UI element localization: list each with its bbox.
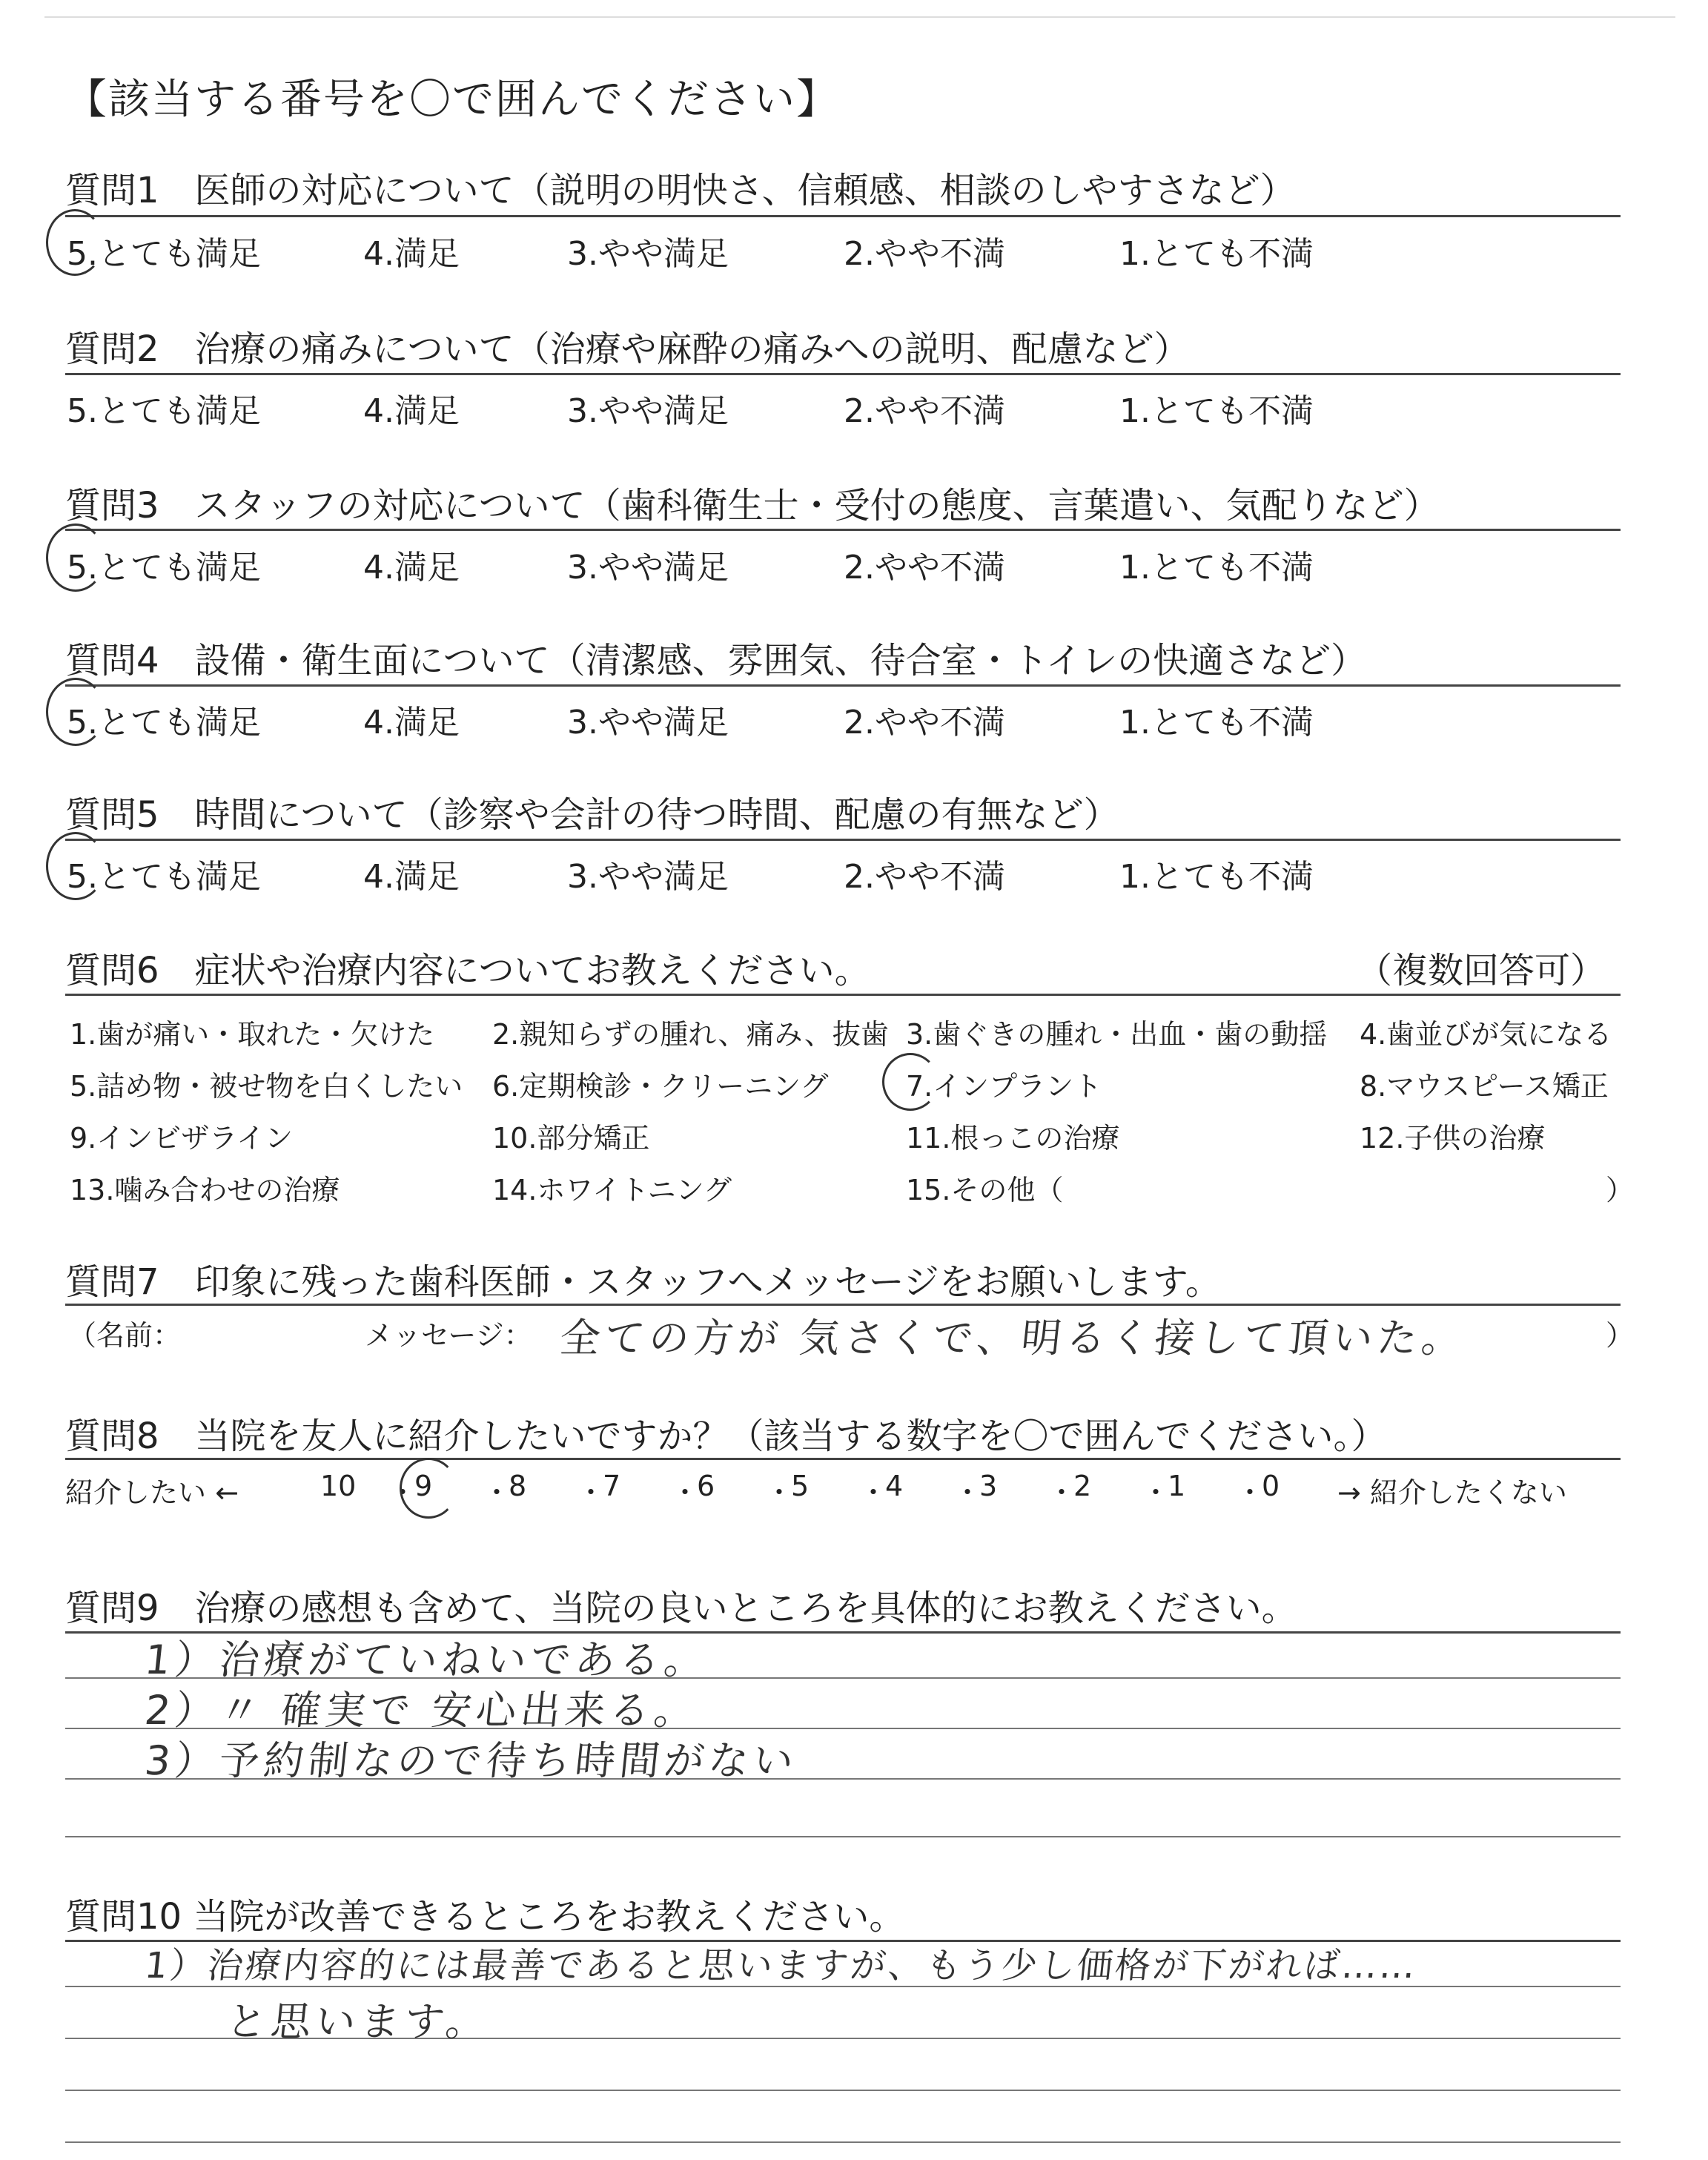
scale-separator: ・ — [1142, 1476, 1171, 1509]
divider — [65, 1458, 1621, 1460]
q6-option[interactable]: 6.定期検診・クリーニング — [492, 1070, 829, 1103]
q4-option-4[interactable]: 4.満足 — [363, 704, 460, 742]
q5-option-3[interactable]: 3.やや満足 — [567, 858, 729, 896]
selection-circle — [46, 524, 105, 592]
q1-option-4[interactable]: 4.満足 — [363, 235, 460, 273]
q2-option-4[interactable]: 4.満足 — [363, 392, 460, 430]
divider — [65, 1304, 1621, 1306]
q4-option-2[interactable]: 2.やや不満 — [844, 704, 1005, 742]
question-1-title: 質問1 医師の対応について（説明の明快さ、信頼感、相談のしやすさなど） — [65, 170, 1296, 211]
q5-option-1[interactable]: 1.とても不満 — [1119, 858, 1314, 896]
scale-value-8[interactable]: 8 — [509, 1470, 527, 1502]
question-2-title: 質問2 治療の痛みについて（治療や麻酔の痛みへの説明、配慮など） — [65, 328, 1190, 370]
q6-option[interactable]: 13.噛み合わせの治療 — [70, 1174, 340, 1206]
divider — [65, 839, 1621, 841]
top-border — [44, 16, 1675, 18]
q6-option[interactable]: 4.歯並びが気になる — [1360, 1018, 1612, 1051]
q9-answer-line[interactable]: 3）予約制なので待ち時間がない — [142, 1737, 801, 1784]
question-9-title: 質問9 治療の感想も含めて、当院の良いところを具体的にお教えください。 — [65, 1588, 1297, 1629]
message-close-paren: ） — [1606, 1319, 1635, 1352]
scale-value-0[interactable]: 0 — [1262, 1470, 1280, 1502]
scale-value-9[interactable]: 9 — [414, 1470, 433, 1502]
question-5-title: 質問5 時間について（診察や会計の待つ時間、配慮の有無など） — [65, 794, 1119, 836]
message-label: メッセージ： — [365, 1319, 532, 1352]
answer-line — [65, 1836, 1621, 1837]
q4-option-3[interactable]: 3.やや満足 — [567, 704, 729, 742]
selection-circle — [46, 209, 104, 276]
scale-separator: ・ — [483, 1476, 512, 1509]
selection-circle — [400, 1458, 457, 1519]
divider — [65, 373, 1621, 375]
q10-answer-line[interactable]: と思います。 — [224, 1998, 493, 2045]
q1-option-5[interactable]: 5.とても満足 — [67, 235, 261, 273]
q3-option-3[interactable]: 3.やや満足 — [567, 549, 729, 587]
divider — [65, 529, 1621, 531]
q6-option[interactable]: 9.インビザライン — [70, 1122, 294, 1155]
selection-circle — [46, 678, 105, 746]
scale-separator: ・ — [1236, 1476, 1265, 1509]
scale-value-10[interactable]: 10 — [320, 1470, 357, 1502]
q2-option-1[interactable]: 1.とても不満 — [1119, 392, 1314, 430]
q1-option-2[interactable]: 2.やや不満 — [844, 235, 1005, 273]
q5-option-5[interactable]: 5.とても満足 — [67, 858, 261, 896]
scale-value-4[interactable]: 4 — [885, 1470, 904, 1502]
q6-option[interactable]: 8.マウスピース矯正 — [1360, 1070, 1609, 1103]
q6-option[interactable]: 7.インプラント — [906, 1070, 1102, 1103]
q6-option[interactable]: 15.その他（ — [906, 1174, 1064, 1206]
q4-option-1[interactable]: 1.とても不満 — [1119, 704, 1314, 742]
question-3-title: 質問3 スタッフの対応について（歯科衛生士・受付の態度、言葉遣い、気配りなど） — [65, 485, 1440, 526]
q2-option-2[interactable]: 2.やや不満 — [844, 392, 1005, 430]
divider — [65, 684, 1621, 687]
q6-option[interactable]: 14.ホワイトニング — [492, 1174, 732, 1206]
q1-option-3[interactable]: 3.やや満足 — [567, 235, 729, 273]
scale-separator: ・ — [671, 1476, 700, 1509]
selection-circle — [46, 832, 105, 900]
q10-answer-line[interactable]: 1）治療内容的には最善であると思いますが、もう少し価格が下がれば…… — [142, 1945, 1420, 1986]
q6-option[interactable]: 5.詰め物・被せ物を白くしたい — [70, 1070, 463, 1103]
question-7-title: 質問7 印象に残った歯科医師・スタッフへメッセージをお願いします。 — [65, 1261, 1221, 1303]
q6-option[interactable]: 1.歯が痛い・取れた・欠けた — [70, 1018, 435, 1051]
q5-option-4[interactable]: 4.満足 — [363, 858, 460, 896]
q1-option-1[interactable]: 1.とても不満 — [1119, 235, 1314, 273]
q6-option[interactable]: 12.子供の治療 — [1360, 1122, 1546, 1155]
q5-option-2[interactable]: 2.やや不満 — [844, 858, 1005, 896]
scale-value-2[interactable]: 2 — [1073, 1470, 1092, 1502]
scale-separator: ・ — [388, 1476, 417, 1509]
q4-option-5[interactable]: 5.とても満足 — [67, 704, 261, 742]
q9-answer-line[interactable]: 2）〃 確実で 安心出来る。 — [142, 1687, 701, 1734]
q3-option-1[interactable]: 1.とても不満 — [1119, 549, 1314, 587]
q6-option[interactable]: 10.部分矯正 — [492, 1122, 650, 1155]
q6-other-close-paren: ） — [1606, 1174, 1635, 1206]
q6-option[interactable]: 3.歯ぐきの腫れ・出血・歯の動揺 — [906, 1018, 1328, 1051]
q3-option-4[interactable]: 4.満足 — [363, 549, 460, 587]
divider — [65, 994, 1621, 996]
scale-separator: ・ — [577, 1476, 606, 1509]
q9-answer-line[interactable]: 1）治療がていねいである。 — [142, 1636, 712, 1683]
scale-value-1[interactable]: 1 — [1168, 1470, 1186, 1502]
q6-option[interactable]: 2.親知らずの腫れ、痛み、抜歯 — [492, 1018, 889, 1051]
selection-circle — [882, 1053, 939, 1111]
question-6-title: 質問6 症状や治療内容についてお教えください。 — [65, 950, 870, 991]
scale-separator: ・ — [859, 1476, 888, 1509]
question-8-title: 質問8 当院を友人に紹介したいですか？（該当する数字を〇で囲んでください。） — [65, 1416, 1387, 1457]
q3-option-2[interactable]: 2.やや不満 — [844, 549, 1005, 587]
message-answer[interactable]: 全ての方が 気さくで、明るく接して頂いた。 — [557, 1315, 1469, 1361]
scale-value-3[interactable]: 3 — [979, 1470, 998, 1502]
question-4-title: 質問4 設備・衛生面について（清潔感、雰囲気、待合室・トイレの快適さなど） — [65, 640, 1367, 681]
q3-option-5[interactable]: 5.とても満足 — [67, 549, 261, 587]
recommend-right-label: → 紹介したくない — [1337, 1476, 1567, 1509]
multiple-answer-note: （複数回答可） — [1357, 950, 1606, 991]
name-label: （名前： — [68, 1319, 182, 1352]
scale-separator: ・ — [1047, 1476, 1076, 1509]
q2-option-5[interactable]: 5.とても満足 — [67, 392, 261, 430]
scale-value-5[interactable]: 5 — [791, 1470, 810, 1502]
q6-option[interactable]: 11.根っこの治療 — [906, 1122, 1120, 1155]
question-10-title: 質問10 当院が改善できるところをお教えください。 — [65, 1896, 905, 1938]
answer-line — [65, 2141, 1621, 2143]
form-header: 【該当する番号を〇で囲んでください】 — [65, 76, 839, 124]
scale-value-7[interactable]: 7 — [603, 1470, 621, 1502]
q2-option-3[interactable]: 3.やや満足 — [567, 392, 729, 430]
scale-value-6[interactable]: 6 — [697, 1470, 715, 1502]
scale-separator: ・ — [953, 1476, 982, 1509]
answer-line — [65, 2090, 1621, 2091]
divider — [65, 215, 1621, 217]
scale-separator: ・ — [765, 1476, 794, 1509]
recommend-left-label: 紹介したい ← — [65, 1476, 239, 1509]
